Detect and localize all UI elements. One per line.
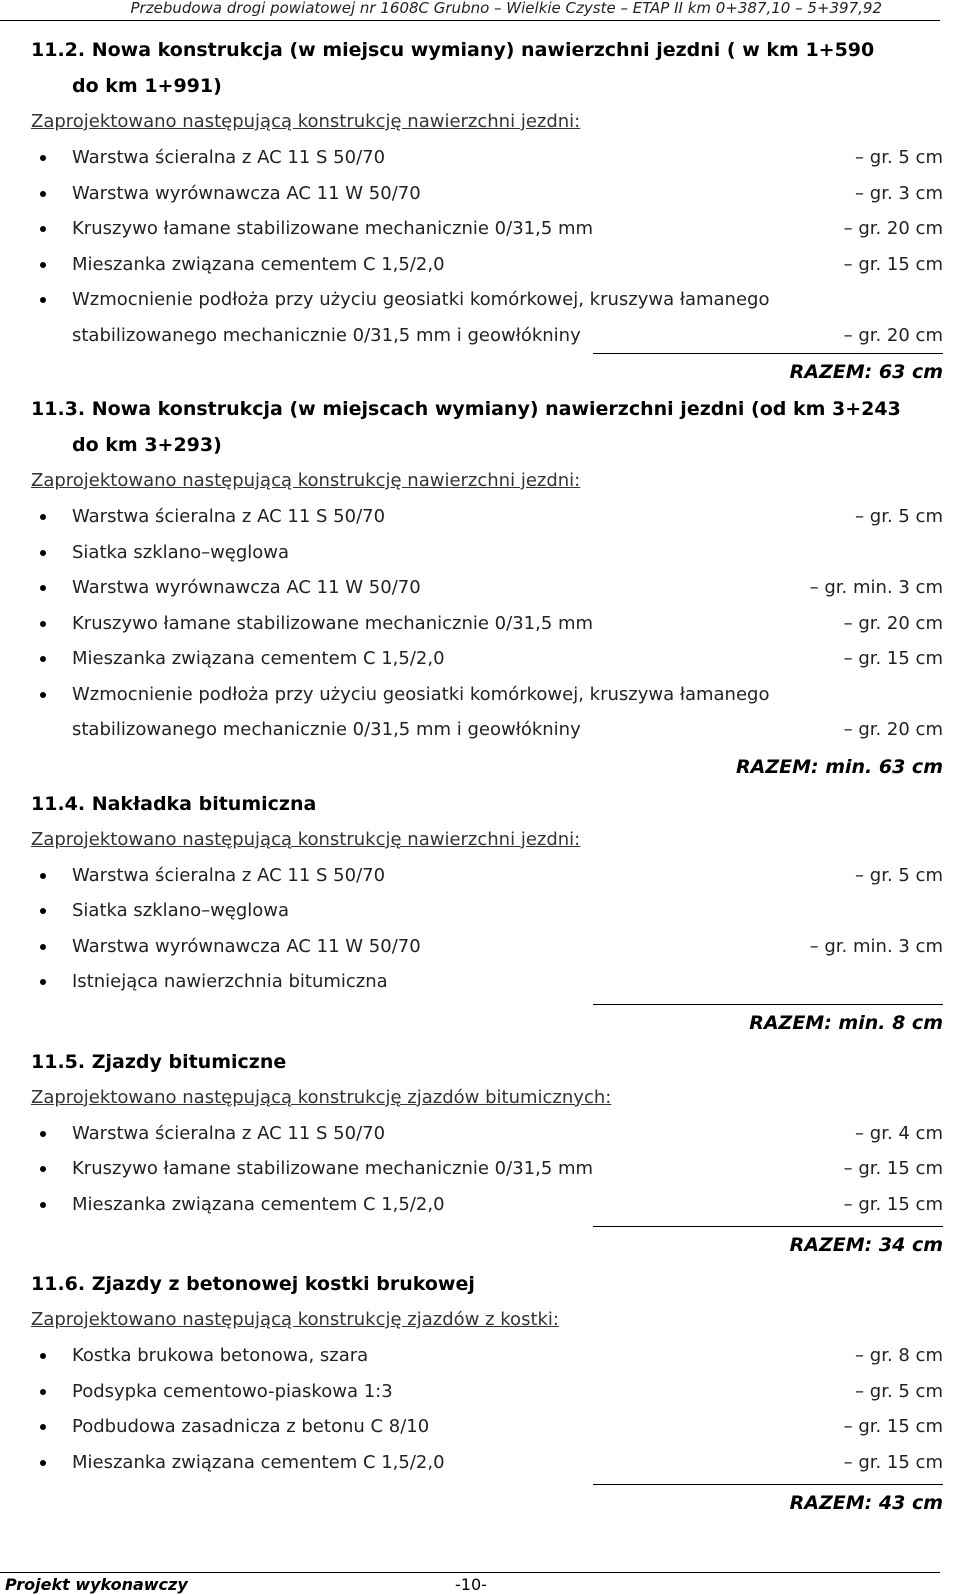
- total-row: [31, 353, 943, 391]
- total-rule: [593, 1004, 943, 1005]
- layer-thickness: – gr. 5 cm: [855, 864, 943, 886]
- header-title: Przebudowa drogi powiatowej nr 1608C Grubno – Wielkie Czyste – ETAP II km 0+387,10 – 5+397,92: [130, 0, 882, 17]
- layer-name: Warstwa ścieralna z AC 11 S 50/70: [72, 864, 386, 886]
- layer-thickness: – gr. 3 cm: [855, 182, 943, 204]
- layer-name: Warstwa wyrównawcza AC 11 W 50/70: [72, 182, 421, 204]
- layer-thickness: – gr. 5 cm: [855, 147, 943, 168]
- total-thickness: RAZEM: 43 cm: [789, 1492, 943, 1514]
- bullet-icon: [40, 944, 46, 950]
- bullet-icon: [40, 692, 46, 698]
- bullet-icon: [40, 621, 46, 627]
- layer-list: [31, 499, 943, 748]
- layer-thickness: – gr. 15 cm: [843, 1451, 943, 1473]
- bullet-icon: [40, 979, 46, 985]
- page-number: -10-: [455, 1575, 487, 1594]
- page-header: [0, 0, 940, 21]
- layer-name: Mieszanka związana cementem C 1,5/2,0: [72, 1193, 445, 1215]
- section-intro: Zaprojektowano następującą konstrukcję zjazdów z kostki:: [31, 1309, 559, 1330]
- total-rule: [593, 1484, 943, 1485]
- layer-item: [31, 1187, 943, 1223]
- section-11-2: [31, 32, 943, 391]
- total-rule: [593, 1226, 943, 1227]
- layer-name: Istniejąca nawierzchnia bitumiczna: [72, 971, 388, 992]
- layer-thickness: – gr. 20 cm: [843, 218, 943, 239]
- section-11-3: [31, 391, 943, 786]
- layer-name: Mieszanka związana cementem C 1,5/2,0: [72, 1451, 445, 1473]
- bullet-icon: [40, 1166, 46, 1172]
- layer-item: [31, 211, 943, 247]
- page-footer: [0, 1572, 940, 1594]
- layer-name: Mieszanka związana cementem C 1,5/2,0: [72, 648, 445, 669]
- bullet-icon: [40, 908, 46, 914]
- layer-name: Kruszywo łamane stabilizowane mechanicznie 0/31,5 mm: [72, 612, 594, 634]
- section-11-5: [31, 1044, 943, 1267]
- layer-item: [31, 858, 943, 894]
- layer-item: [31, 929, 943, 965]
- section-11-4: [31, 786, 943, 1044]
- bullet-icon: [40, 656, 46, 662]
- section-heading: 11.5. Zjazdy bitumiczne: [31, 1050, 287, 1073]
- layer-name: Kruszywo łamane stabilizowane mechanicznie 0/31,5 mm: [72, 218, 594, 239]
- layer-item: [31, 606, 943, 642]
- layer-name: Mieszanka związana cementem C 1,5/2,0: [72, 253, 445, 275]
- section-intro: Zaprojektowano następującą konstrukcję nawierzchni jezdni:: [31, 828, 581, 850]
- layer-item: [31, 641, 943, 677]
- layer-thickness: – gr. 4 cm: [855, 1122, 943, 1144]
- layer-name: Podbudowa zasadnicza z betonu C 8/10: [72, 1416, 430, 1437]
- bullet-icon: [40, 1202, 46, 1208]
- footer-project-label: Projekt wykonawczy: [5, 1575, 188, 1594]
- layer-name: Warstwa ścieralna z AC 11 S 50/70: [72, 1122, 386, 1144]
- section-heading: [31, 32, 943, 104]
- section-heading-line1: 11.2. Nowa konstrukcja (w miejscu wymiany) nawierzchni jezdni ( w km 1+590: [31, 39, 875, 61]
- layer-name: Warstwa wyrównawcza AC 11 W 50/70: [72, 577, 421, 598]
- layer-name: Wzmocnienie podłoża przy użyciu geosiatki komórkowej, kruszywa łamanego stabilizowanego mechanicznie 0/31,5 mm i geowłókniny: [72, 289, 770, 346]
- layer-thickness: – gr. min. 3 cm: [809, 935, 943, 957]
- section-intro: Zaprojektowano następującą konstrukcję nawierzchni jezdni:: [31, 470, 581, 491]
- layer-thickness: – gr. 15 cm: [843, 1158, 943, 1179]
- section-intro: Zaprojektowano następującą konstrukcję nawierzchni jezdni:: [31, 111, 581, 132]
- layer-item: [31, 893, 943, 929]
- layer-item: [31, 1151, 943, 1187]
- layer-item: [31, 140, 943, 176]
- total-row: [31, 1484, 943, 1524]
- layer-name: Warstwa ścieralna z AC 11 S 50/70: [72, 506, 386, 527]
- layer-item: [31, 1374, 943, 1410]
- layer-item: [31, 570, 943, 606]
- layer-name: Wzmocnienie podłoża przy użyciu geosiatki komórkowej, kruszywa łamanego stabilizowanego mechanicznie 0/31,5 mm i geowłókniny: [72, 683, 770, 740]
- layer-list: [31, 1338, 943, 1480]
- layer-item: [31, 677, 943, 748]
- total-row: [31, 748, 943, 786]
- bullet-icon: [40, 585, 46, 591]
- total-row: [31, 1226, 943, 1266]
- total-thickness: RAZEM: min. 8 cm: [749, 1011, 943, 1034]
- total-thickness: RAZEM: 63 cm: [789, 361, 943, 383]
- bullet-icon: [40, 226, 46, 232]
- layer-item: [31, 1409, 943, 1445]
- layer-item: [31, 535, 943, 571]
- layer-item: [31, 1445, 943, 1481]
- bullet-icon: [40, 1460, 46, 1466]
- section-heading-line2: do km 3+293): [72, 434, 222, 456]
- layer-name: Siatka szklano–węglowa: [72, 541, 290, 563]
- layer-item: [31, 1338, 943, 1374]
- total-thickness: RAZEM: 34 cm: [789, 1234, 943, 1256]
- section-heading: 11.4. Nakładka bitumiczna: [31, 792, 317, 815]
- layer-thickness: – gr. 15 cm: [843, 253, 943, 275]
- layer-name: Kruszywo łamane stabilizowane mechanicznie 0/31,5 mm: [72, 1158, 594, 1179]
- layer-item: [31, 176, 943, 212]
- layer-thickness: – gr. 5 cm: [855, 506, 943, 527]
- layer-thickness: – gr. 20 cm: [843, 324, 943, 346]
- total-rule: [593, 353, 943, 354]
- bullet-icon: [40, 191, 46, 197]
- total-thickness: RAZEM: min. 63 cm: [736, 755, 943, 778]
- layer-item: [31, 247, 943, 283]
- layer-list: [31, 140, 943, 353]
- layer-thickness: – gr. 5 cm: [855, 1380, 943, 1402]
- layer-list: [31, 858, 943, 1000]
- layer-item: [31, 964, 943, 1000]
- layer-item: [31, 282, 943, 353]
- bullet-icon: [40, 297, 46, 303]
- layer-item: [31, 499, 943, 535]
- layer-thickness: – gr. min. 3 cm: [809, 577, 943, 598]
- section-heading: 11.6. Zjazdy z betonowej kostki brukowej: [31, 1273, 475, 1295]
- section-heading: [31, 391, 943, 463]
- bullet-icon: [40, 1389, 46, 1395]
- layer-item: [31, 1116, 943, 1152]
- layer-name: Kostka brukowa betonowa, szara: [72, 1345, 369, 1366]
- layer-thickness: – gr. 15 cm: [843, 1193, 943, 1215]
- section-heading-line2: do km 1+991): [72, 75, 222, 97]
- bullet-icon: [40, 1353, 46, 1359]
- layer-name: Warstwa ścieralna z AC 11 S 50/70: [72, 147, 386, 168]
- bullet-icon: [40, 1131, 46, 1137]
- layer-name: Podsypka cementowo-piaskowa 1:3: [72, 1380, 393, 1402]
- bullet-icon: [40, 1424, 46, 1430]
- total-row: [31, 1004, 943, 1044]
- layer-thickness: – gr. 15 cm: [843, 648, 943, 669]
- bullet-icon: [40, 873, 46, 879]
- section-intro: Zaprojektowano następującą konstrukcję zjazdów bitumicznych:: [31, 1086, 612, 1108]
- layer-thickness: – gr. 15 cm: [843, 1416, 943, 1437]
- layer-name: Warstwa wyrównawcza AC 11 W 50/70: [72, 935, 421, 957]
- bullet-icon: [40, 262, 46, 268]
- layer-thickness: – gr. 20 cm: [843, 719, 943, 740]
- bullet-icon: [40, 155, 46, 161]
- section-11-6: [31, 1266, 943, 1524]
- layer-thickness: – gr. 8 cm: [855, 1345, 943, 1366]
- layer-thickness: – gr. 20 cm: [843, 612, 943, 634]
- layer-list: [31, 1116, 943, 1223]
- document-content: [31, 32, 943, 1524]
- bullet-icon: [40, 550, 46, 556]
- bullet-icon: [40, 514, 46, 520]
- layer-name: Siatka szklano–węglowa: [72, 900, 290, 921]
- section-heading-line1: 11.3. Nowa konstrukcja (w miejscach wymiany) nawierzchni jezdni (od km 3+243: [31, 398, 901, 420]
